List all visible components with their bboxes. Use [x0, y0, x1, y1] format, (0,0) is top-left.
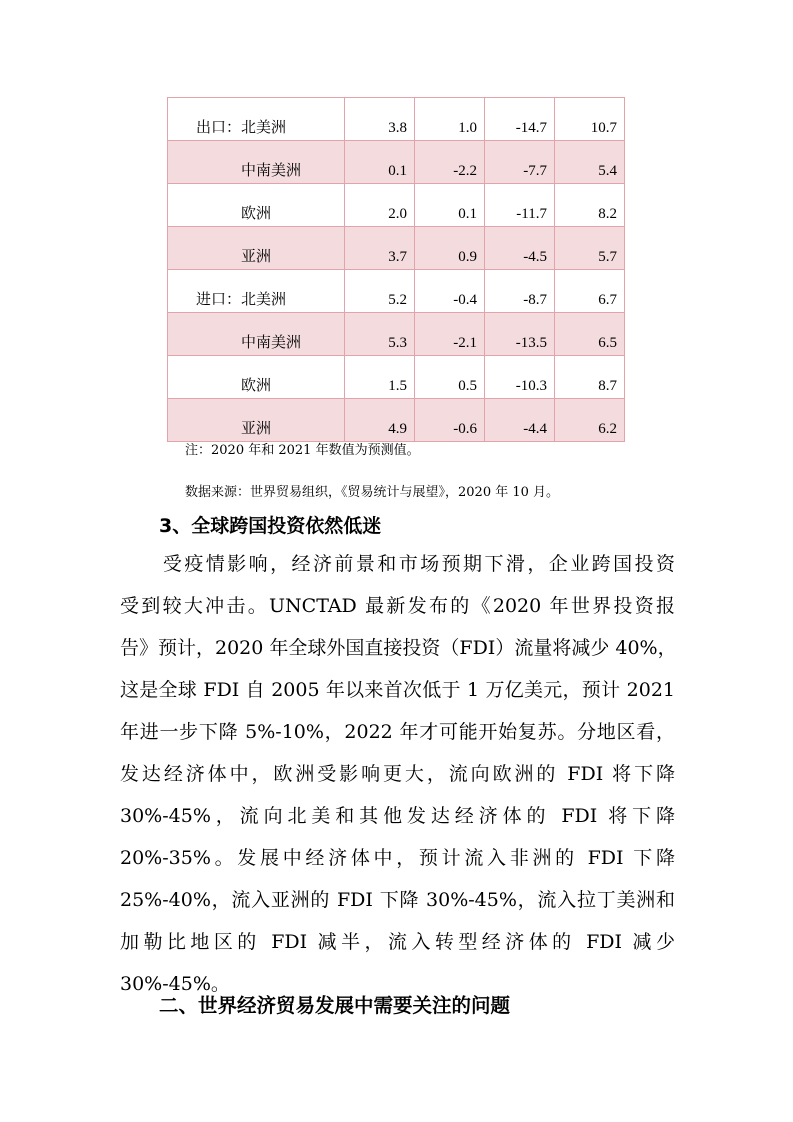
table-row — [168, 313, 625, 356]
value-cell: 0.1 — [345, 141, 415, 184]
value-cell: -14.7 — [485, 98, 555, 141]
table-note: 注：2020 年和 2021 年数值为预测值。 — [185, 443, 420, 458]
row-region-label: 北美洲 — [241, 292, 287, 308]
chapter-heading: 二、世界经济贸易发展中需要关注的问题 — [159, 994, 511, 1017]
value-cell: 6.2 — [555, 399, 625, 442]
body-line: 年进一步下降 5%-10%，2022 年才可能开始复苏。分地区看， — [120, 721, 675, 743]
value-cell: 8.7 — [555, 356, 625, 399]
value-cell: -2.1 — [415, 313, 485, 356]
table-row — [168, 141, 625, 184]
value-cell: -4.5 — [485, 227, 555, 270]
body-line: 30%-45%。 — [120, 973, 230, 995]
row-region-label: 欧洲 — [241, 206, 272, 222]
value-cell: 6.7 — [555, 270, 625, 313]
body-line: 受到较大冲击。UNCTAD 最新发布的《2020 年世界投资报 — [120, 595, 675, 617]
value-cell: 5.3 — [345, 313, 415, 356]
value-cell: 5.2 — [345, 270, 415, 313]
data-source-note: 数据来源：世界贸易组织，《贸易统计与展望》，2020 年 10 月。 — [185, 485, 560, 500]
body-line: 告》预计，2020 年全球外国直接投资（FDI）流量将减少 40%， — [120, 637, 677, 659]
value-cell: -10.3 — [485, 356, 555, 399]
row-label-cell — [168, 313, 345, 356]
value-cell: 0.9 — [415, 227, 485, 270]
row-label-cell — [168, 227, 345, 270]
row-label-cell — [168, 98, 345, 141]
value-cell: 3.8 — [345, 98, 415, 141]
value-cell: -4.4 — [485, 399, 555, 442]
value-cell: -2.2 — [415, 141, 485, 184]
row-label-cell — [168, 141, 345, 184]
value-cell: -13.5 — [485, 313, 555, 356]
value-cell: -8.7 — [485, 270, 555, 313]
body-line: 25%-40%，流入亚洲的 FDI 下降 30%-45%，流入拉丁美洲和 — [120, 889, 675, 911]
value-cell: 8.2 — [555, 184, 625, 227]
value-cell: 5.7 — [555, 227, 625, 270]
body-line: 发达经济体中，欧洲受影响更大，流向欧洲的 FDI 将下降 — [120, 763, 675, 785]
body-line: 加勒比地区的 FDI 减半，流入转型经济体的 FDI 减少 — [120, 931, 675, 953]
value-cell: 2.0 — [345, 184, 415, 227]
section-heading: 3、全球跨国投资依然低迷 — [159, 515, 382, 537]
table-row — [168, 98, 625, 141]
value-cell: 5.4 — [555, 141, 625, 184]
value-cell: -0.6 — [415, 399, 485, 442]
value-cell: 4.9 — [345, 399, 415, 442]
table-row — [168, 270, 625, 313]
row-region-label: 中南美洲 — [241, 163, 302, 179]
row-label-cell — [168, 270, 345, 313]
trade-growth-table — [167, 97, 625, 442]
value-cell: 0.1 — [415, 184, 485, 227]
row-label-cell — [168, 356, 345, 399]
value-cell: -7.7 — [485, 141, 555, 184]
table-row — [168, 184, 625, 227]
value-cell: -11.7 — [485, 184, 555, 227]
value-cell: -0.4 — [415, 270, 485, 313]
value-cell: 10.7 — [555, 98, 625, 141]
value-cell: 3.7 — [345, 227, 415, 270]
table-row — [168, 227, 625, 270]
body-line: 20%-35%。发展中经济体中，预计流入非洲的 FDI 下降 — [120, 847, 675, 869]
value-cell: 0.5 — [415, 356, 485, 399]
row-region-label: 亚洲 — [241, 249, 272, 265]
table-row — [168, 399, 625, 442]
table-row — [168, 356, 625, 399]
row-label-cell — [168, 184, 345, 227]
body-line: 受疫情影响，经济前景和市场预期下滑，企业跨国投资 — [120, 553, 675, 575]
value-cell: 1.5 — [345, 356, 415, 399]
row-region-label: 欧洲 — [241, 378, 272, 394]
row-region-label: 北美洲 — [241, 120, 287, 136]
row-label-cell — [168, 399, 345, 442]
row-region-label: 中南美洲 — [241, 335, 302, 351]
value-cell: 1.0 — [415, 98, 485, 141]
row-region-label: 亚洲 — [241, 421, 272, 437]
row-group-prefix: 出口： — [195, 120, 241, 136]
row-group-prefix: 进口： — [195, 292, 241, 308]
body-line: 30%-45%，流向北美和其他发达经济体的 FDI 将下降 — [120, 805, 675, 827]
body-line: 这是全球 FDI 自 2005 年以来首次低于 1 万亿美元，预计 2021 — [120, 679, 675, 701]
body-paragraph — [120, 543, 675, 1005]
value-cell: 6.5 — [555, 313, 625, 356]
